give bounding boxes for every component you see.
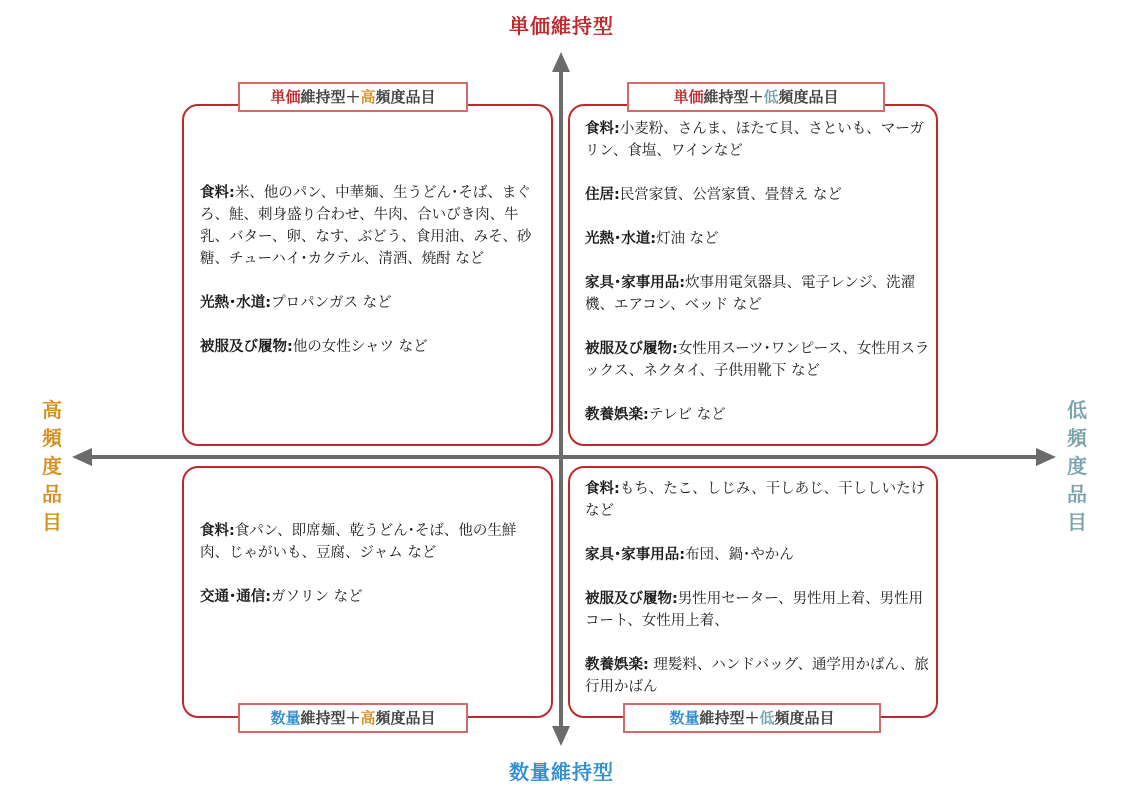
axis-label-bottom: 数量維持型 bbox=[509, 760, 614, 784]
category-items: 男性用セーター、男性用上着、男性用コート、女性用上着、 bbox=[585, 591, 924, 629]
category-items: 布団、鍋･やかん bbox=[685, 547, 794, 563]
category-items: 民営家賃、公営家賃、畳替え など bbox=[619, 187, 842, 203]
category-items: ガソリン など bbox=[271, 589, 363, 605]
category-entry bbox=[200, 292, 540, 314]
quadrant-title-bottom-left bbox=[238, 703, 468, 733]
category-items: プロパンガス など bbox=[271, 295, 392, 311]
horizontal-axis bbox=[72, 448, 1056, 466]
category-entry bbox=[200, 520, 540, 564]
category-items: 炊事用電気器具、電子レンジ、洗濯機、エアコン、ベッド など bbox=[585, 275, 916, 313]
category-entry bbox=[200, 336, 540, 358]
title-part: 低 bbox=[763, 88, 779, 106]
category-entry bbox=[585, 338, 930, 382]
category-label: 被服及び履物: bbox=[585, 341, 678, 357]
category-entry bbox=[585, 478, 930, 522]
category-label: 食料: bbox=[585, 481, 620, 497]
axis-label-top: 単価維持型 bbox=[509, 14, 614, 38]
axis-label-right-char: 低 bbox=[1067, 398, 1087, 422]
category-items: 食パン、即席麺、乾うどん･そば、他の生鮮肉、じゃがいも、豆腐、ジャム など bbox=[200, 523, 517, 561]
category-label: 住居: bbox=[585, 187, 620, 203]
category-entry bbox=[585, 404, 930, 426]
category-entry bbox=[200, 586, 540, 608]
axis-label-left bbox=[40, 396, 64, 536]
title-part: 頻度品目 bbox=[375, 88, 436, 106]
category-label: 教養娯楽: bbox=[585, 407, 649, 423]
title-part: 維持型＋ bbox=[300, 709, 361, 727]
axis-label-right-char: 度 bbox=[1067, 454, 1087, 478]
title-part: 頻度品目 bbox=[778, 88, 839, 106]
category-items: 小麦粉、さんま、ほたて貝、さといも、マーガリン、食塩、ワインなど bbox=[585, 121, 925, 159]
title-part: 高 bbox=[360, 709, 376, 727]
axis-label-left-char: 高 bbox=[42, 398, 62, 422]
quadrant-title-top-left bbox=[238, 82, 468, 112]
category-label: 光熱･水道: bbox=[585, 231, 657, 247]
title-part: 数量 bbox=[669, 709, 700, 727]
title-part: 低 bbox=[759, 709, 775, 727]
category-items: 理髪料、ハンドバッグ、通学用かばん、旅行用かばん bbox=[585, 657, 929, 695]
axis-label-left-char: 度 bbox=[42, 454, 62, 478]
quadrant-top-left-content bbox=[200, 182, 540, 358]
category-entry bbox=[200, 182, 540, 270]
arrow-left-icon bbox=[72, 448, 92, 466]
arrow-down-icon bbox=[552, 726, 570, 746]
category-label: 被服及び履物: bbox=[585, 591, 678, 607]
title-part: 頻度品目 bbox=[375, 709, 436, 727]
axis-label-right-char: 頻 bbox=[1067, 426, 1087, 450]
title-part: 単価 bbox=[270, 88, 301, 106]
category-label: 被服及び履物: bbox=[200, 339, 293, 355]
category-label: 光熱･水道: bbox=[200, 295, 272, 311]
title-part: 単価 bbox=[673, 88, 704, 106]
category-items: 米、他のパン、中華麺、生うどん･そば、まぐろ、鮭、刺身盛り合わせ、牛肉、合いびき肉、牛乳、バター、卵、なす、ぶどう、食用油、みそ、砂糖、チューハイ･カクテル、清酒、焼酎 など bbox=[200, 185, 532, 267]
quadrant-top-right-content bbox=[585, 118, 930, 426]
category-label: 家具･家事用品: bbox=[585, 547, 686, 563]
quadrant-bottom-left-content bbox=[200, 520, 540, 608]
title-part: 頻度品目 bbox=[774, 709, 835, 727]
title-part: 維持型＋ bbox=[703, 88, 764, 106]
category-entry bbox=[585, 272, 930, 316]
category-entry bbox=[585, 118, 930, 162]
category-label: 食料: bbox=[585, 121, 620, 137]
axis-label-right-char: 品 bbox=[1067, 482, 1087, 506]
category-items: 女性用スーツ･ワンピース、女性用スラックス、ネクタイ、子供用靴下 など bbox=[585, 341, 930, 379]
axis-label-left-char: 頻 bbox=[42, 426, 62, 450]
category-entry bbox=[585, 228, 930, 250]
category-items: テレビ など bbox=[648, 407, 726, 423]
category-items: もち、たこ、しじみ、干しあじ、干ししいたけ など bbox=[585, 481, 926, 519]
arrow-right-icon bbox=[1036, 448, 1056, 466]
category-entry bbox=[585, 544, 930, 566]
axis-label-right bbox=[1065, 396, 1089, 536]
arrow-up-icon bbox=[552, 52, 570, 72]
title-part: 高 bbox=[360, 88, 376, 106]
category-entry bbox=[585, 184, 930, 206]
axis-label-right-char: 目 bbox=[1067, 510, 1087, 534]
category-label: 食料: bbox=[200, 523, 235, 539]
category-items: 他の女性シャツ など bbox=[292, 339, 428, 355]
category-entry bbox=[585, 654, 930, 698]
title-part: 数量 bbox=[270, 709, 301, 727]
title-part: 維持型＋ bbox=[300, 88, 361, 106]
category-items: 灯油 など bbox=[656, 231, 719, 247]
quadrant-title-top-right bbox=[627, 82, 885, 112]
title-part: 維持型＋ bbox=[699, 709, 760, 727]
axis-label-left-char: 目 bbox=[42, 510, 62, 534]
category-label: 教養娯楽: bbox=[585, 657, 649, 673]
quadrant-title-bottom-right bbox=[623, 703, 881, 733]
category-label: 食料: bbox=[200, 185, 235, 201]
axis-label-left-char: 品 bbox=[42, 482, 62, 506]
category-entry bbox=[585, 588, 930, 632]
quadrant-bottom-right-content bbox=[585, 478, 930, 698]
category-label: 家具･家事用品: bbox=[585, 275, 686, 291]
category-label: 交通･通信: bbox=[200, 589, 272, 605]
